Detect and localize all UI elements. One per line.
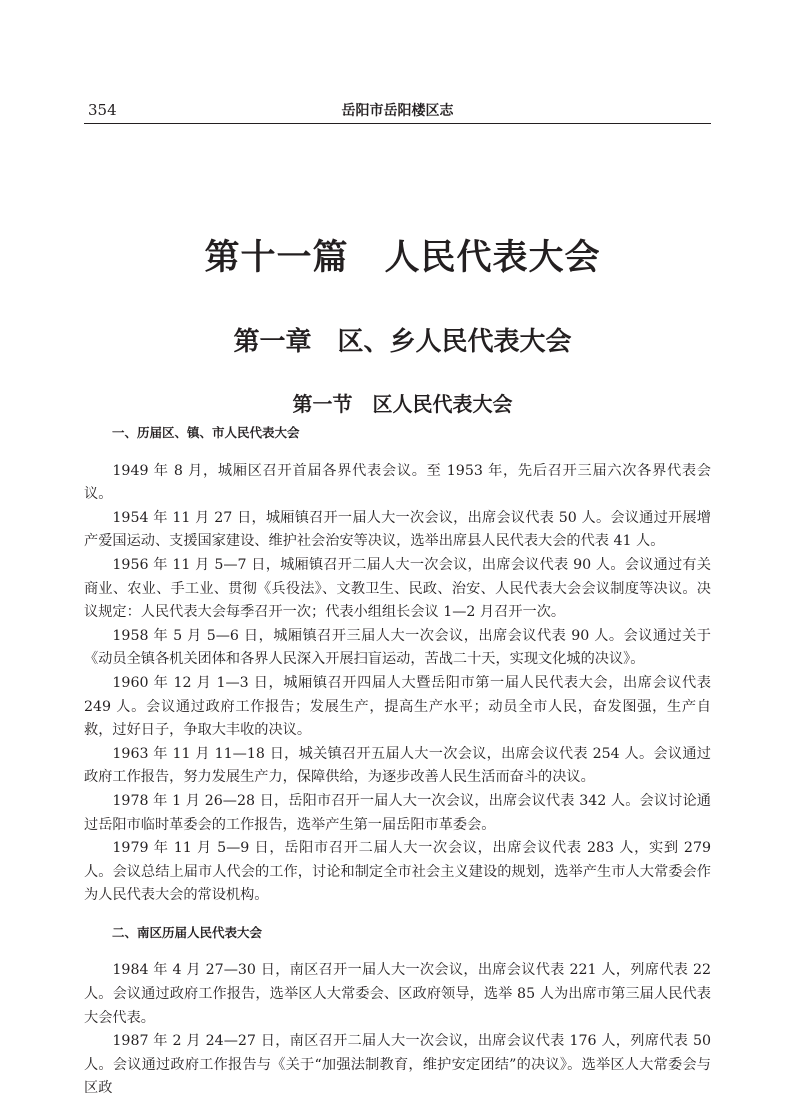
paragraph: 1956 年 11 月 5—7 日，城厢镇召开二届人大一次会议，出席会议代表 90 人。会议通过有关商业、农业、手工业、贯彻《兵役法》、文教卫生、民政、治安、人民代表大会会议制度等决议。决议规定：人民代表大会每季召开一次；代表小组组长会议 1—2 月召开一次。 [84, 556, 711, 621]
paragraph: 1984 年 4 月 27—30 日，南区召开一届人大一次会议，出席会议代表 221 人，列席代表 22 人。会议通过政府工作报告，选举区人大常委会、区政府领导，选举 85 人为出席市第三届人民代表大会代表。 [84, 962, 711, 1026]
running-header [84, 97, 711, 123]
paragraph: 1958 年 5 月 5—6 日，城厢镇召开三届人大一次会议，出席会议代表 90 人。会议通过关于《动员全镇各机关团体和各界人民深入开展扫盲运动，苦战二十天，实现文化城的决议》。 [84, 627, 711, 668]
paragraph: 1979 年 11 月 5—9 日，岳阳市召开二届人大一次会议，出席会议代表 283 人，实到 279 人。会议总结上届市人代会的工作，讨论和制定全市社会主义建设的规划，选举产生市人大常委会作为人民代表大会的常设机构。 [84, 840, 711, 904]
book-title: 岳阳市岳阳楼区志 [341, 103, 454, 119]
chapter-title: 第一章 区、乡人民代表大会 [233, 326, 572, 357]
subsection-heading: 二、南区历届人民代表大会 [112, 924, 263, 940]
header-rule [84, 123, 711, 124]
paragraph: 1978 年 1 月 26—28 日，岳阳市召开一届人大一次会议，出席会议代表 342 人。会议讨论通过岳阳市临时革委会的工作报告，选举产生第一届岳阳市革委会。 [84, 792, 711, 833]
section-title: 第一节 区人民代表大会 [292, 392, 513, 416]
subsection-heading: 一、历届区、镇、市人民代表大会 [112, 425, 300, 440]
paragraph: 1987 年 2 月 24—27 日，南区召开二届人大一次会议，出席会议代表 176 人，列席代表 50 人。会议通过政府工作报告与《关于“加强法制教育，维护安定团结”的决议》。选举区人大常委会与区政 [84, 1033, 711, 1097]
body-text [84, 419, 711, 1101]
paragraph: 1949 年 8 月，城厢区召开首届各界代表会议。至 1953 年，先后召开三届六次各界代表会议。 [84, 462, 711, 503]
part-title: 第十一篇 人民代表大会 [204, 237, 601, 279]
page-number: 354 [88, 101, 117, 119]
paragraph: 1960 年 12 月 1—3 日，城厢镇召开四届人大暨岳阳市第一届人民代表大会，出席会议代表 249 人。会议通过政府工作报告；发展生产，提高生产水平；动员全市人民，奋发图强，生产自救，过好日子，争取大丰收的决议。 [84, 674, 711, 739]
paragraph: 1954 年 11 月 27 日，城厢镇召开一届人大一次会议，出席会议代表 50 人。会议通过开展增产爱国运动、支援国家建设、维护社会治安等决议，选举出席县人民代表大会的代表 41 人。 [84, 509, 711, 550]
paragraph: 1963 年 11 月 11—18 日，城关镇召开五届人大一次会议，出席会议代表 254 人。会议通过政府工作报告，努力发展生产力，保障供给，为逐步改善人民生活而奋斗的决议。 [84, 745, 711, 786]
